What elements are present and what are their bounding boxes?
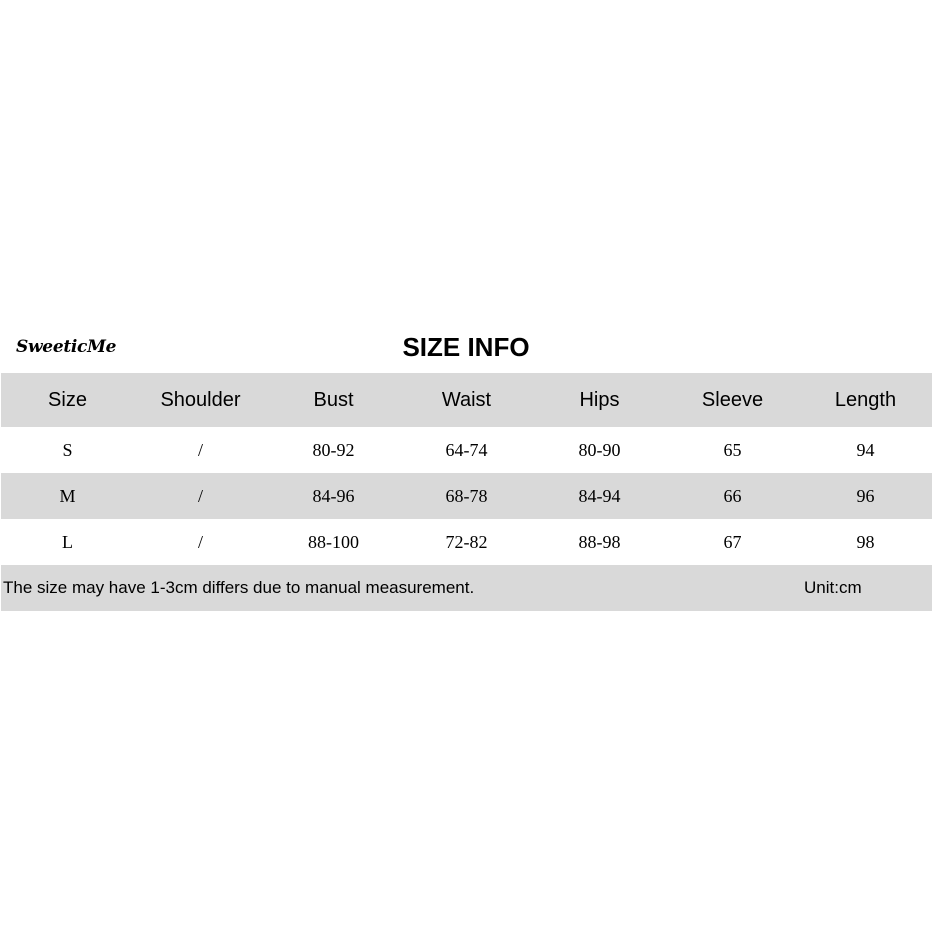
column-header-shoulder: Shoulder (160, 388, 241, 411)
column-header-waist: Waist (441, 388, 492, 411)
table-row-m (1, 473, 932, 519)
table-cell: 66 (723, 485, 742, 506)
table-cell: 84-94 (578, 485, 621, 506)
table-cell: / (197, 531, 203, 552)
table-cell: 68-78 (445, 485, 488, 506)
table-row-s (1, 427, 932, 473)
table-cell: 67 (723, 531, 742, 552)
table-header-row (1, 373, 932, 427)
table-cell: 80-90 (578, 439, 621, 460)
table-cell: 64-74 (445, 439, 488, 460)
table-cell: L (62, 531, 73, 552)
table-cell: 72-82 (445, 531, 488, 552)
measurement-note: The size may have 1-3cm differs due to manual measurement. (3, 578, 475, 597)
table-cell: 88-100 (308, 531, 359, 552)
table-cell: 96 (856, 485, 875, 506)
table-cell: 98 (856, 531, 875, 552)
size-table (1, 373, 932, 611)
table-cell: 80-92 (312, 439, 355, 460)
column-header-hips: Hips (579, 388, 620, 411)
table-row-l (1, 519, 932, 565)
page-title: SIZE INFO (402, 332, 530, 362)
column-header-size: Size (48, 388, 87, 411)
table-cell: / (197, 485, 203, 506)
column-header-bust: Bust (313, 388, 354, 411)
brand-logo: SweeticMe (16, 337, 117, 357)
unit-label: Unit:cm (804, 578, 862, 597)
table-cell: 84-96 (312, 485, 355, 506)
column-header-sleeve: Sleeve (701, 388, 764, 411)
table-cell: 94 (856, 439, 875, 460)
table-cell: / (197, 439, 203, 460)
column-header-length: Length (834, 388, 897, 411)
table-cell: 88-98 (578, 531, 621, 552)
table-cell: S (62, 439, 73, 460)
table-footer (1, 565, 932, 611)
table-cell: 65 (723, 439, 742, 460)
table-cell: M (59, 485, 76, 506)
